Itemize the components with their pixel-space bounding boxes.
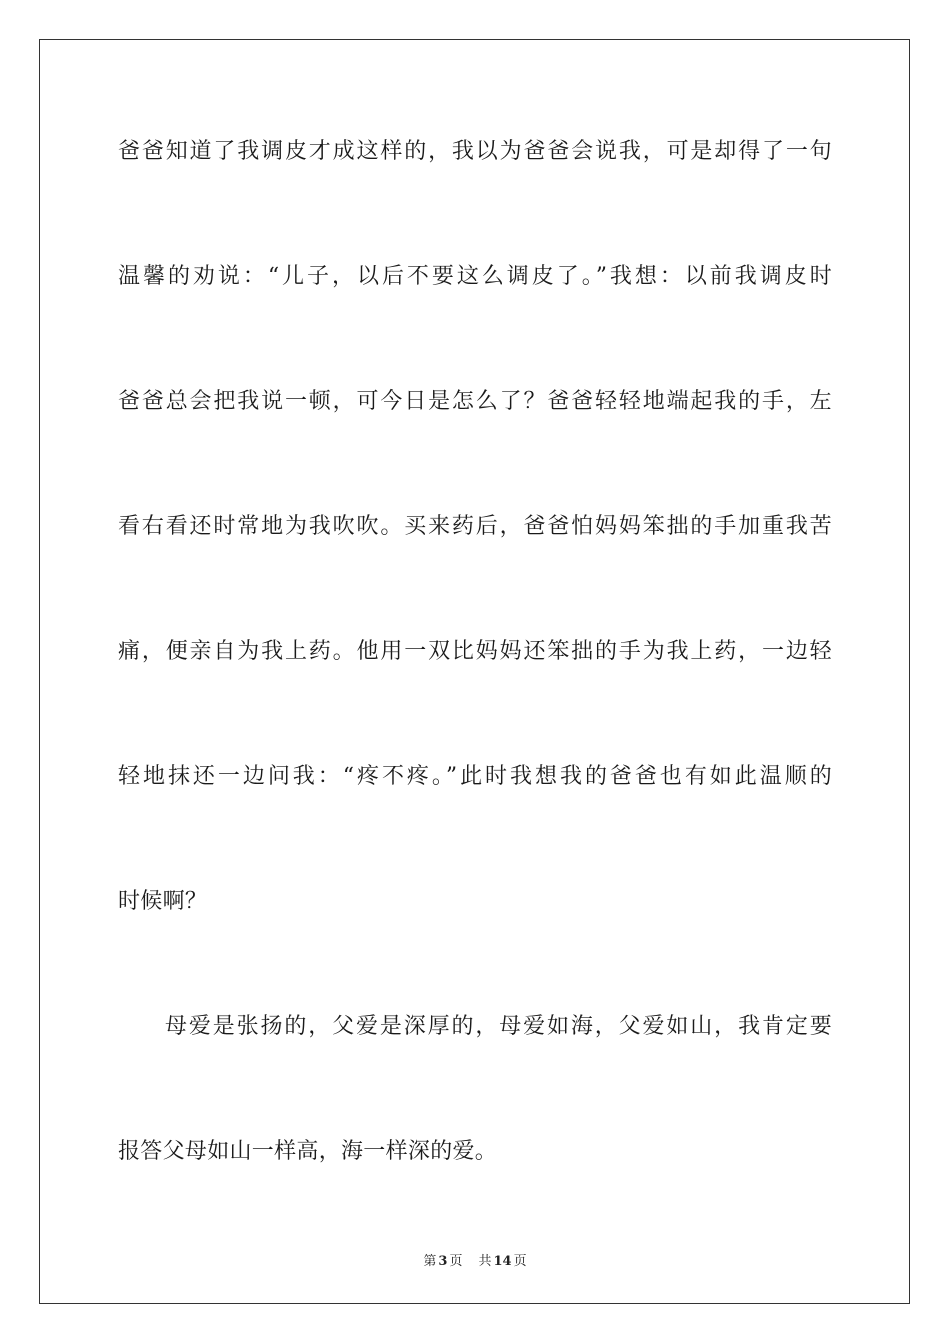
page-suffix: 页: [449, 1254, 463, 1269]
paragraph-first-line: 母爱是张扬的，父爱是深厚的，母爱如海，父爱如山，我肯定要: [165, 1014, 832, 1039]
total-pages: 14: [493, 1254, 512, 1269]
text-line: 痛，便亲自为我上药。他用一双比妈妈还笨拙的手为我上药，一边轻: [118, 639, 832, 664]
page-footer: [0, 1250, 950, 1269]
total-prefix: 共: [478, 1254, 492, 1269]
total-suffix: 页: [513, 1254, 527, 1269]
document-body: [118, 122, 832, 1247]
text-line: 爸爸总会把我说一顿，可今日是怎么了？爸爸轻轻地端起我的手，左: [118, 389, 832, 414]
text-line: 时候啊？: [118, 889, 208, 914]
text-line: 看右看还时常地为我吹吹。买来药后，爸爸怕妈妈笨拙的手加重我苦: [118, 514, 832, 539]
text-line: 报答父母如山一样高，海一样深的爱。: [118, 1139, 498, 1164]
page-prefix: 第: [423, 1254, 437, 1269]
text-line: 轻地抹还一边问我：“疼不疼。”此时我想我的爸爸也有如此温顺的: [118, 764, 832, 789]
text-line: 温馨的劝说：“儿子，以后不要这么调皮了。”我想：以前我调皮时: [118, 264, 832, 289]
text-line: 爸爸知道了我调皮才成这样的，我以为爸爸会说我，可是却得了一句: [118, 139, 832, 164]
page-number: 3: [438, 1254, 448, 1269]
